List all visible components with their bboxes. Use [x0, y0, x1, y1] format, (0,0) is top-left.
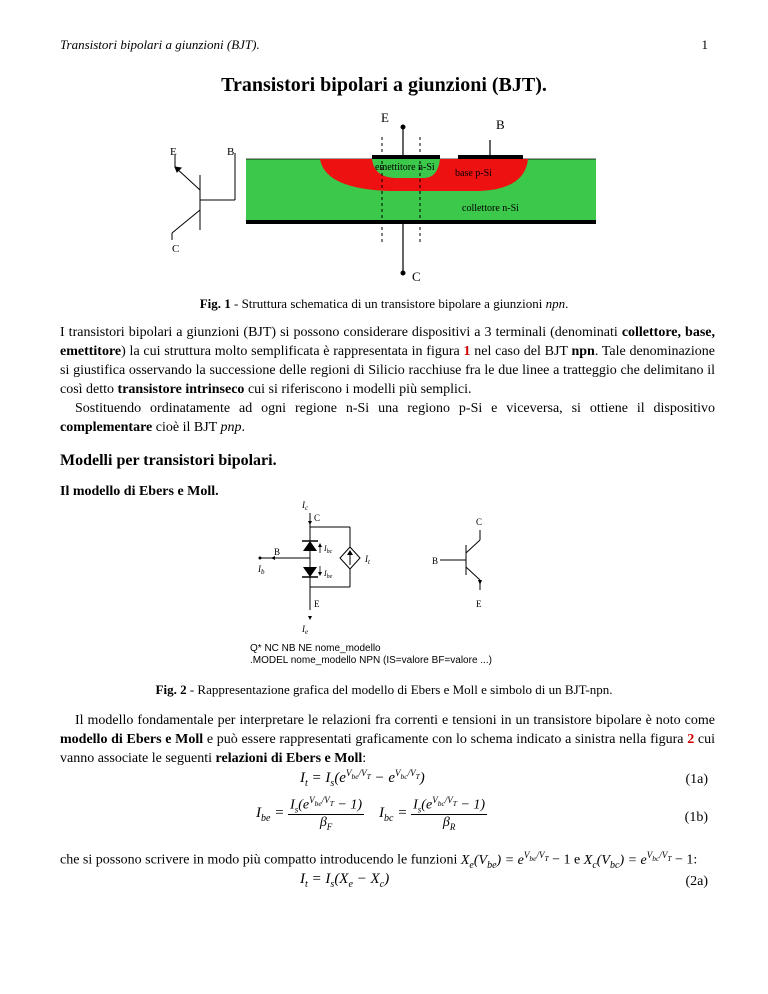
symbol-C: C [476, 517, 483, 527]
node-C: C [314, 513, 321, 523]
symbol-E: E [476, 599, 482, 609]
base-label: base p-Si [455, 168, 492, 179]
symbol-label-C: C [172, 243, 180, 255]
equation-1a: $I_t = I_s(e^{V_{be}/V_T} - e^{V_{bc}/V_T})$ [300, 768, 425, 789]
paragraph-compact-form: che si possono scrivere in modo più compatto introducendo le funzioni $X_e(V_{be}) = e^{V_{be}/V_T} - 1$ e $X_c(V_{bc}) = e^{V_{bc}/V_T} - 1$: [60, 850, 698, 871]
section-heading: Modelli per transistori bipolari. [60, 452, 277, 469]
label-Ibc: $I_{bc}$ [324, 544, 333, 555]
paragraph-intro: I transistori bipolari a giunzioni (BJT) si possono considerare dispositivi a 3 terminali (denominati collettore, base, emettitore) la cui struttura molto semplificata è rappresentata in figura 1 nel caso del BJT npn. Tale denominazione si giustifica osservando la successione delle regioni di Silicio racchiuse fra le due linee a tratteggio che delimitano il così detto transistore intrinseco cui si riferiscono i modelli più semplici. [60, 325, 715, 397]
collector-label: collettore n-Si [462, 203, 519, 214]
spice-line-2: .MODEL nome_modello NPN (IS=valore BF=valore ...) [250, 655, 492, 666]
lead-label-E: E [381, 110, 389, 125]
subsection-heading: Il modello di Ebers e Moll. [60, 484, 219, 499]
node-B: B [274, 547, 281, 557]
equation-1b: $I_{be}$ = $\frac{I_s(e^{V_{be}/V_T} - 1)}{\beta_F}$ $I_{bc}$ = $\frac{I_s(e^{V_{bc}/V_T} - 1)}{\beta_R}$ [256, 795, 486, 833]
label-Ic: $I_c$ [302, 500, 309, 512]
spice-line-1: Q* NC NB NE nome_modello [250, 643, 381, 654]
spice-syntax [250, 643, 492, 667]
figure-2-caption: Fig. 2 - Rappresentazione grafica del modello di Ebers e Moll e simbolo di un BJT-npn. [155, 682, 613, 697]
paragraph-complementary: Sostituendo ordinatamente ad ogni regione n-Si una regiono p-Si e viceversa, si ottiene il dispositivo complementare cioè il BJT pnp. [60, 401, 715, 435]
equation-1a-number: (1a) [685, 772, 708, 787]
label-Ib: $I_b$ [258, 564, 265, 576]
label-Ie: $I_e$ [302, 624, 309, 636]
page-title: Transistori bipolari a giunzioni (BJT). [221, 74, 547, 96]
symbol-label-E: E [170, 146, 177, 158]
bjt-symbol-fig1 [172, 153, 235, 240]
symbol-label-B: B [227, 146, 235, 158]
equation-2a: $I_t = I_s(X_e - X_c)$ [300, 871, 390, 890]
equation-2a-number: (2a) [685, 874, 708, 889]
page-number: 1 [701, 37, 708, 52]
emitter-label: emettitore n-Si [375, 162, 435, 173]
symbol-B: B [432, 556, 439, 566]
figure-1-caption: Fig. 1 - Struttura schematica di un transistore bipolare a giunzioni npn. [199, 296, 569, 311]
paragraph-ebers-moll: Il modello fondamentale per interpretare le relazioni fra correnti e tensioni in un transistore bipolare è noto come modello di Ebers e Moll e può essere rappresentati graficamente con lo schema indicato a sinistra nella figura 2 cui vanno associate le seguenti relazioni di Ebers e Moll: [60, 713, 716, 766]
running-title: Transistori bipolari a giunzioni (BJT). [60, 37, 260, 52]
node-E: E [314, 599, 320, 609]
equation-1b-number: (1b) [684, 810, 708, 825]
lead-label-B: B [496, 117, 505, 132]
label-It: $I_t$ [365, 554, 370, 566]
lead-label-C: C [412, 269, 421, 284]
figure-1-bjt-structure [150, 105, 600, 290]
figure-2-ebers-moll [240, 495, 510, 640]
label-Ibe: $I_{be}$ [324, 569, 333, 580]
